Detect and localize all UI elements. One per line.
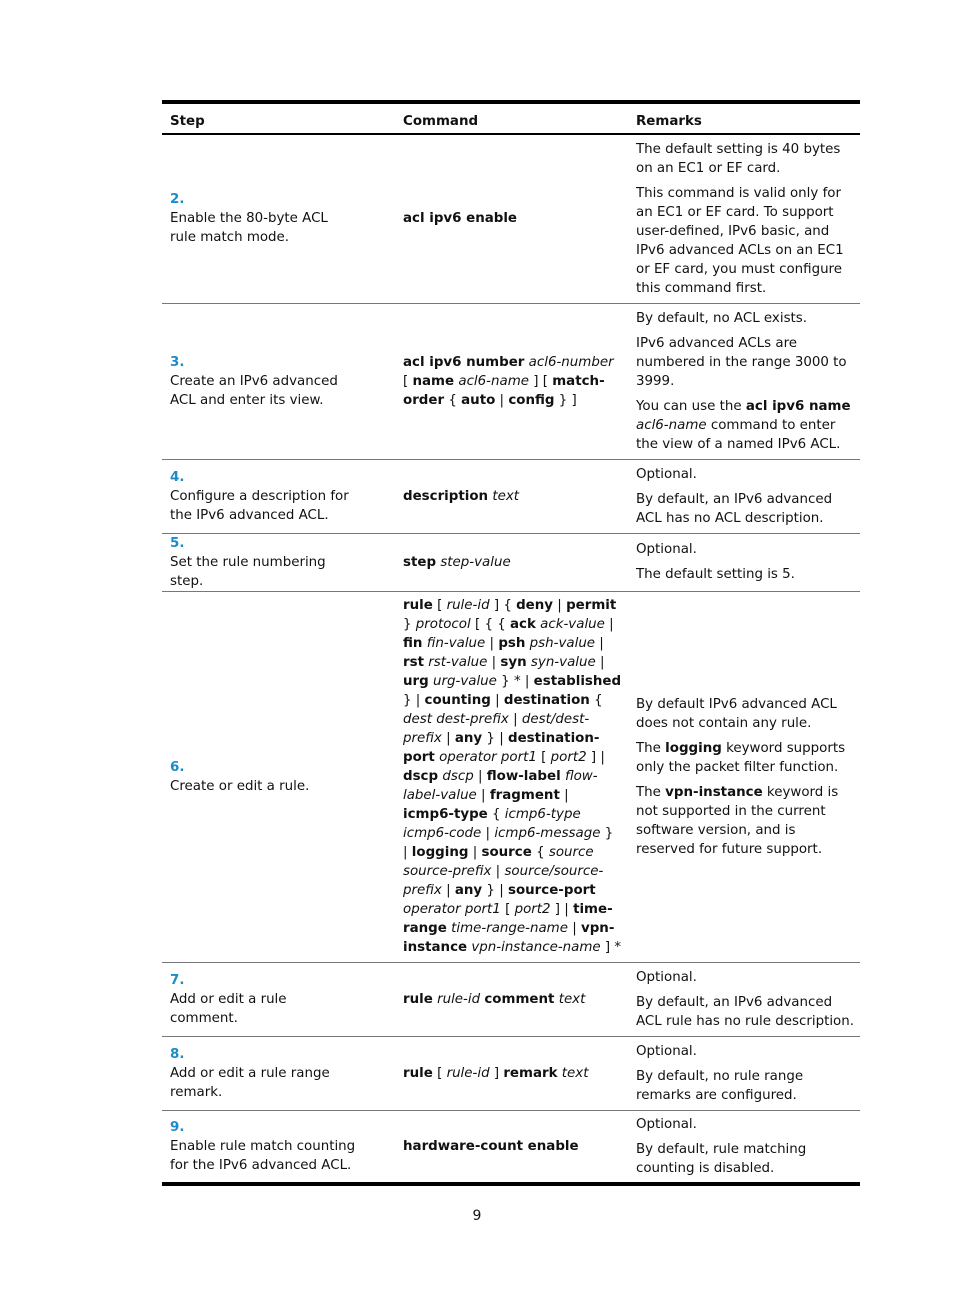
- remarks-cell: [628, 303, 860, 459]
- argument: urg-value: [433, 674, 497, 689]
- remark-paragraph: [636, 397, 854, 454]
- argument: vpn-instance-name: [471, 940, 601, 955]
- text-run: |: [595, 636, 604, 651]
- text-run: |: [476, 788, 490, 803]
- text-run: } * |: [496, 674, 534, 689]
- table-header-row: [162, 102, 860, 134]
- text-run: ]: [489, 1065, 504, 1081]
- text-run: By default IPv6 advanced ACL does not contain any rule.: [636, 696, 837, 731]
- text-run: |: [491, 864, 505, 879]
- remark-paragraph: [636, 140, 854, 178]
- remark-paragraph: [636, 465, 854, 484]
- keyword: logging: [665, 740, 722, 756]
- remark-paragraph: [636, 695, 854, 733]
- keyword: step: [403, 554, 437, 570]
- step-description: Enable the 80-byte ACL rule match mode.: [170, 211, 328, 246]
- step-number: 4.: [170, 469, 185, 485]
- argument: source/source-prefix: [403, 864, 604, 898]
- step-description: Configure a description for the IPv6 advanced ACL.: [170, 488, 349, 523]
- remark-paragraph: [636, 1115, 854, 1134]
- text-run: This command is valid only for an EC1 or EF card. To support user-defined, IPv6 basic, and IPv6 advanced ACLs on an EC1 or EF card, you must configure this command first.: [636, 185, 844, 296]
- text-run: IPv6 advanced ACLs are numbered in the range 3000 to 3999.: [636, 335, 847, 389]
- text-run: |: [490, 693, 504, 708]
- step-cell: [162, 1110, 395, 1184]
- text-run: |: [441, 883, 455, 898]
- argument: time-range-name: [451, 921, 568, 936]
- argument: operator port1: [403, 902, 501, 917]
- keyword: any: [454, 883, 483, 898]
- remark-paragraph: [636, 334, 854, 391]
- argument: operator port1: [439, 750, 537, 765]
- text-run: The default setting is 5.: [636, 567, 795, 582]
- text-run: Optional.: [636, 1043, 697, 1059]
- text-run: } |: [403, 693, 425, 708]
- step-description: Enable rule match counting for the IPv6 advanced ACL.: [170, 1138, 356, 1173]
- text-run: |: [559, 788, 569, 803]
- keyword: hardware-count enable: [403, 1138, 579, 1154]
- keyword: rst: [403, 655, 424, 670]
- header-step: Step: [162, 102, 395, 134]
- argument: acl6-name: [636, 417, 707, 433]
- remark-paragraph: [636, 540, 854, 559]
- keyword: icmp6-type: [403, 807, 488, 822]
- keyword: destination: [503, 693, 590, 708]
- command-cell: [395, 1110, 628, 1184]
- keyword: config: [508, 392, 555, 408]
- remarks-cell: [628, 1110, 860, 1184]
- step-cell: [162, 134, 395, 303]
- table-row: [162, 459, 860, 533]
- table-row: [162, 1110, 860, 1184]
- remark-paragraph: [636, 783, 854, 859]
- argument: icmp6-message: [494, 826, 601, 841]
- keyword: name: [412, 373, 455, 389]
- step-cell: [162, 533, 395, 591]
- keyword: acl ipv6 number: [403, 354, 525, 370]
- text-run: |: [604, 617, 614, 632]
- remark-paragraph: [636, 968, 854, 987]
- text-run: The: [636, 784, 666, 800]
- text-run: Optional.: [636, 542, 697, 557]
- argument: dest/dest-prefix: [403, 712, 590, 746]
- command-cell: [395, 134, 628, 303]
- argument: rule-id: [446, 598, 490, 613]
- text-run: [ { {: [470, 617, 510, 632]
- step-number: 3.: [170, 354, 185, 370]
- text-run: [: [403, 373, 413, 389]
- step-description: Add or edit a rule range remark.: [170, 1065, 330, 1100]
- command-cell: [395, 303, 628, 459]
- keyword: psh: [498, 636, 526, 651]
- remarks-cell: [628, 459, 860, 533]
- argument: step-value: [440, 554, 511, 570]
- text-run: The: [636, 740, 666, 756]
- command-cell: [395, 1036, 628, 1110]
- argument: text: [561, 1065, 589, 1081]
- table-row: [162, 591, 860, 962]
- argument: rule-id: [446, 1065, 490, 1081]
- text-run: {: [444, 392, 462, 408]
- text-run: command to enter the view of a named IPv6 ACL.: [636, 417, 841, 452]
- remark-paragraph: [636, 565, 854, 584]
- step-description: Set the rule numbering step.: [170, 554, 326, 589]
- text-run: |: [553, 598, 567, 613]
- header-command: Command: [395, 102, 628, 134]
- keyword: counting: [424, 693, 491, 708]
- keyword: source-port: [507, 883, 596, 898]
- text-run: |: [595, 655, 605, 670]
- step-description: Create an IPv6 advanced ACL and enter its view.: [170, 373, 338, 408]
- step-cell: [162, 962, 395, 1036]
- text-run: By default, no ACL exists.: [636, 310, 808, 326]
- text-run: } |: [482, 731, 508, 746]
- step-number: 7.: [170, 972, 185, 988]
- command-cell: [395, 591, 628, 962]
- text-run: } ]: [554, 392, 577, 408]
- argument: icmp6-type icmp6-code: [403, 807, 581, 841]
- text-run: By default, rule matching counting is disabled.: [636, 1141, 807, 1176]
- text-run: |: [473, 769, 487, 784]
- text-run: By default, an IPv6 advanced ACL rule has no rule description.: [636, 994, 854, 1029]
- keyword: source: [481, 845, 532, 860]
- text-run: } |: [482, 883, 508, 898]
- remark-paragraph: [636, 184, 854, 298]
- text-run: {: [487, 807, 505, 822]
- text-run: |: [481, 826, 495, 841]
- text-run: ] [: [528, 373, 553, 389]
- step-cell: [162, 591, 395, 962]
- text-run: keyword supports only the packet filter function.: [636, 740, 846, 775]
- argument: psh-value: [529, 636, 596, 651]
- argument: flow-label-value: [403, 769, 598, 803]
- page-number: 9: [472, 1208, 482, 1224]
- table-row: [162, 303, 860, 459]
- argument: rule-id: [437, 991, 481, 1007]
- keyword: remark: [503, 1065, 558, 1081]
- keyword: description: [403, 488, 489, 504]
- text-run: [: [432, 598, 447, 613]
- keyword: any: [454, 731, 483, 746]
- keyword: comment: [484, 991, 555, 1007]
- keyword: established: [533, 674, 622, 689]
- text-run: }: [403, 617, 416, 632]
- text-run: |: [441, 731, 455, 746]
- keyword: acl ipv6 name: [745, 398, 851, 414]
- text-run: } |: [403, 826, 614, 860]
- remarks-cell: [628, 1036, 860, 1110]
- step-cell: [162, 1036, 395, 1110]
- text-run: The default setting is 40 bytes on an EC1 or EF card.: [636, 141, 841, 176]
- keyword: rule: [403, 598, 433, 613]
- argument: port2: [550, 750, 587, 765]
- remarks-cell: [628, 134, 860, 303]
- keyword: fin: [403, 636, 423, 651]
- remarks-cell: [628, 591, 860, 962]
- keyword: urg: [403, 674, 429, 689]
- step-number: 6.: [170, 759, 185, 775]
- keyword: logging: [411, 845, 469, 860]
- argument: ack-value: [540, 617, 605, 632]
- command-cell: [395, 459, 628, 533]
- remark-paragraph: [636, 993, 854, 1031]
- keyword: dscp: [403, 769, 439, 784]
- keyword: ack: [510, 617, 536, 632]
- argument: text: [492, 488, 520, 504]
- text-run: {: [531, 845, 549, 860]
- remark-paragraph: [636, 1067, 854, 1105]
- remark-paragraph: [636, 739, 854, 777]
- argument: text: [558, 991, 586, 1007]
- config-steps-table: [162, 100, 860, 1186]
- step-description: Add or edit a rule comment.: [170, 991, 287, 1026]
- table-row: [162, 1036, 860, 1110]
- remark-paragraph: [636, 490, 854, 528]
- text-run: |: [495, 392, 509, 408]
- step-number: 8.: [170, 1046, 185, 1062]
- text-run: |: [468, 845, 482, 860]
- keyword: rule: [403, 991, 433, 1007]
- step-number: 9.: [170, 1119, 185, 1135]
- text-run: Optional.: [636, 466, 697, 482]
- text-run: |: [485, 636, 499, 651]
- command-cell: [395, 962, 628, 1036]
- text-run: Optional.: [636, 1116, 697, 1132]
- text-run: |: [487, 655, 501, 670]
- text-run: |: [508, 712, 522, 727]
- text-run: By default, an IPv6 advanced ACL has no ACL description.: [636, 491, 833, 526]
- argument: dscp: [442, 769, 474, 784]
- table-row: [162, 962, 860, 1036]
- keyword: match-order: [403, 373, 605, 408]
- argument: fin-value: [426, 636, 486, 651]
- text-run: ] |: [550, 902, 574, 917]
- keyword: auto: [461, 392, 496, 408]
- text-run: {: [589, 693, 603, 708]
- keyword: vpn-instance: [665, 784, 763, 800]
- remark-paragraph: [636, 1042, 854, 1061]
- text-run: keyword is not supported in the current software version, and is reserved for future support.: [636, 784, 839, 857]
- keyword: vpn-instance: [403, 921, 615, 955]
- keyword: acl ipv6 enable: [403, 211, 518, 227]
- text-run: ] {: [489, 598, 517, 613]
- keyword: permit: [566, 598, 617, 613]
- step-cell: [162, 303, 395, 459]
- argument: syn-value: [530, 655, 596, 670]
- table-row: [162, 134, 860, 303]
- header-remarks: Remarks: [628, 102, 860, 134]
- argument: protocol: [415, 617, 471, 632]
- keyword: deny: [516, 598, 554, 613]
- text-run: Optional.: [636, 969, 697, 985]
- keyword: flow-label: [486, 769, 561, 784]
- text-run: [: [432, 1065, 447, 1081]
- step-description: Create or edit a rule.: [170, 778, 310, 794]
- table-row: [162, 533, 860, 591]
- command-cell: [395, 533, 628, 591]
- table-body: [162, 134, 860, 1184]
- text-run: ] |: [586, 750, 605, 765]
- remark-paragraph: [636, 1140, 854, 1178]
- step-number: 2.: [170, 192, 185, 208]
- keyword: time-range: [403, 902, 613, 936]
- step-cell: [162, 459, 395, 533]
- text-run: ] *: [600, 940, 622, 955]
- text-run: By default, no rule range remarks are configured.: [636, 1068, 804, 1103]
- argument: rst-value: [428, 655, 488, 670]
- argument: dest dest-prefix: [403, 712, 509, 727]
- keyword: syn: [500, 655, 527, 670]
- remarks-cell: [628, 533, 860, 591]
- argument: source source-prefix: [403, 845, 594, 879]
- step-number: 5.: [170, 535, 185, 551]
- text-run: [: [500, 902, 515, 917]
- argument: acl6-name: [458, 373, 529, 389]
- text-run: You can use the: [636, 398, 746, 414]
- text-run: [: [536, 750, 551, 765]
- argument: port2: [514, 902, 551, 917]
- keyword: destination-port: [403, 731, 600, 765]
- keyword: fragment: [489, 788, 560, 803]
- argument: acl6-number: [528, 354, 614, 370]
- text-run: |: [567, 921, 581, 936]
- keyword: rule: [403, 1065, 433, 1081]
- remarks-cell: [628, 962, 860, 1036]
- remark-paragraph: [636, 309, 854, 328]
